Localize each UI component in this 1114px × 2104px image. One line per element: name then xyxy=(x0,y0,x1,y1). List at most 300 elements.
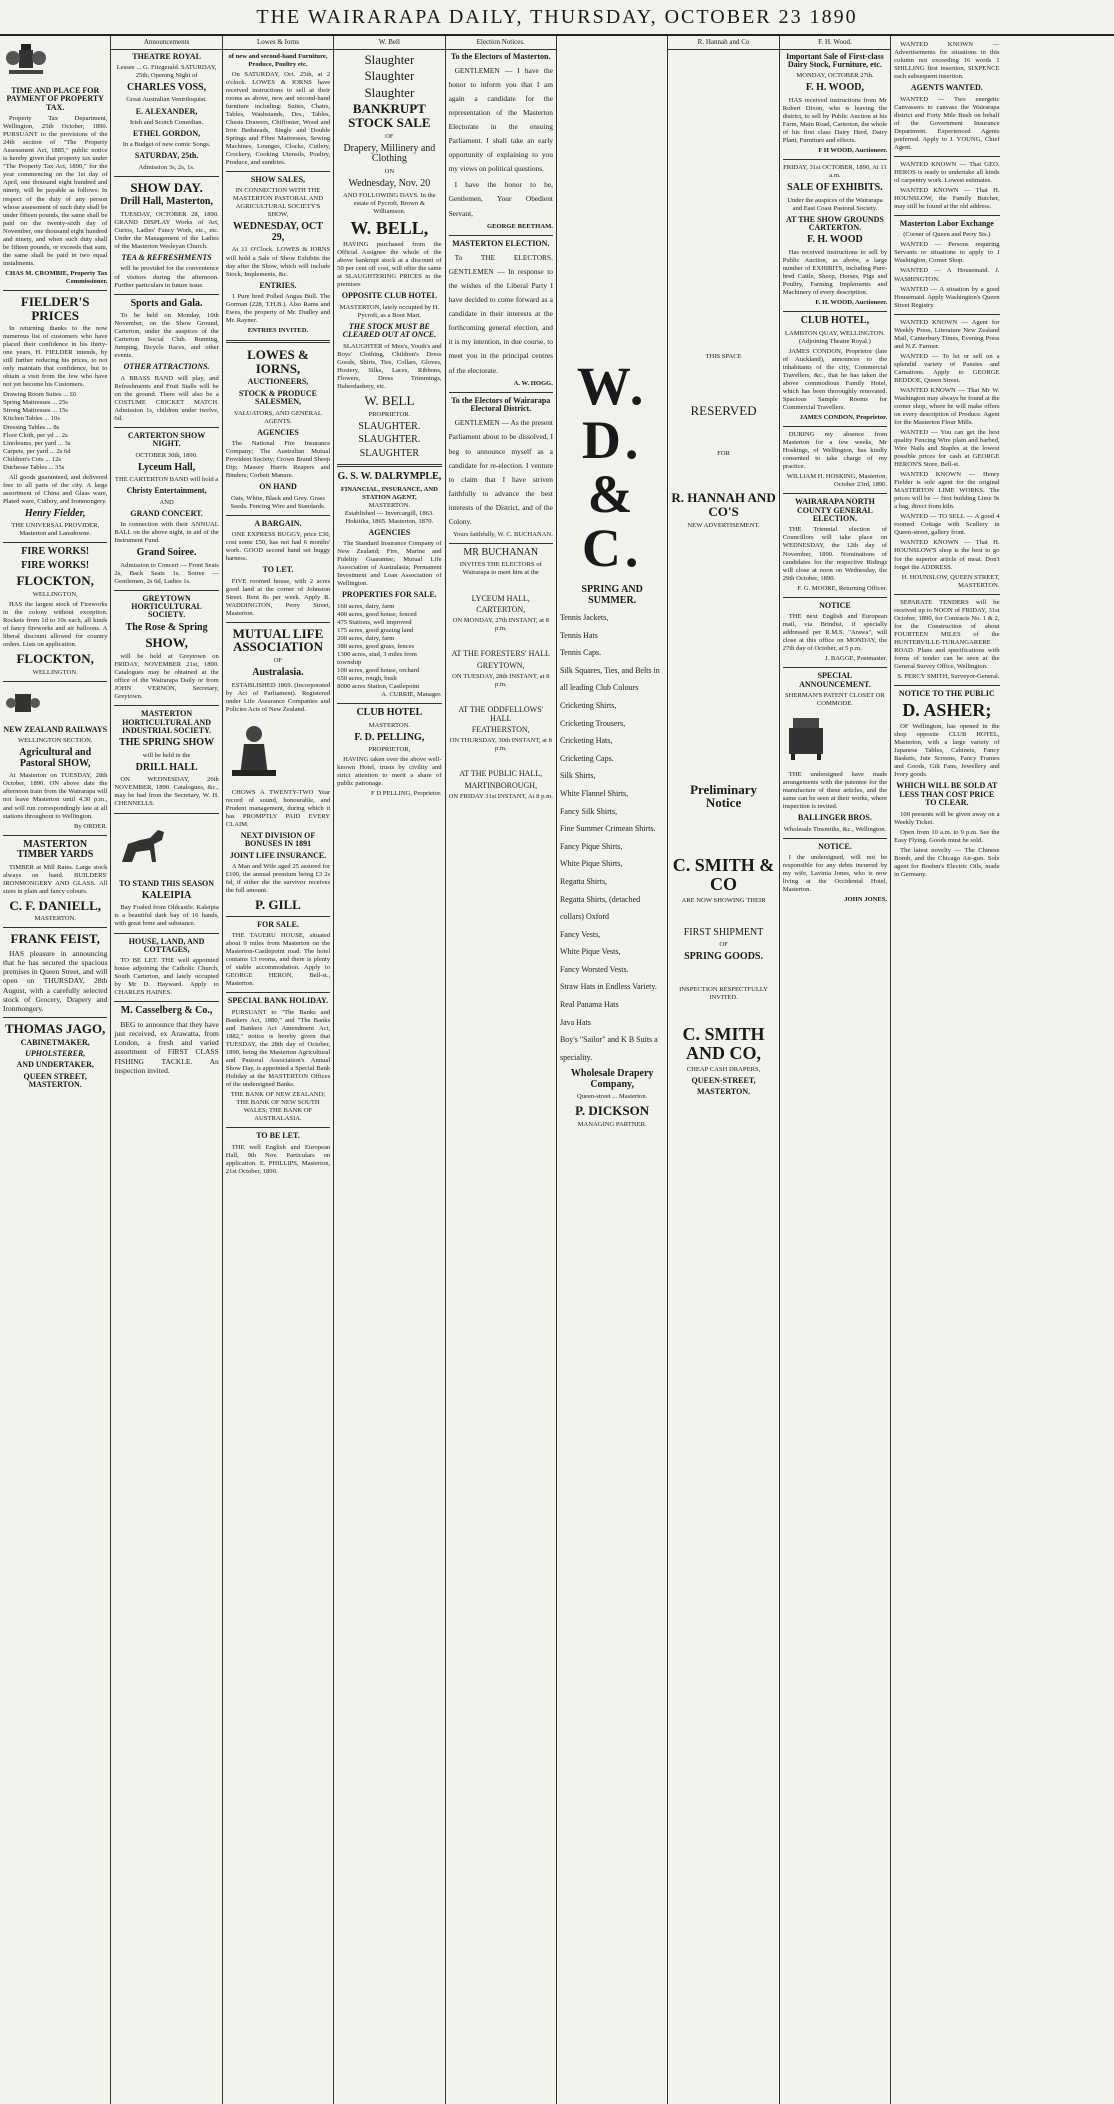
price-item: Drawing Room Suites ... £6 xyxy=(3,391,77,399)
featherston-date: ON THURSDAY, 30th INSTANT, at 8 p.m. xyxy=(449,737,552,753)
grand-concert-text: In connection with their ANNUAL BALL on the above night, in aid of the Instrument Fund. xyxy=(114,520,219,545)
property-item: 400 acres, good house, fenced xyxy=(337,610,417,618)
column-header: Announcements xyxy=(111,36,221,50)
wdc-item: Fancy Pique Shirts, xyxy=(559,841,623,851)
now-showing-text: ARE NOW SHOWING THEIR xyxy=(681,896,766,904)
smith-signature: S. PERCY SMITH, Surveyor-General. xyxy=(897,672,1000,680)
dalrymple-city: MASTERTON. xyxy=(368,501,411,509)
entries-text: 1 Pure bred Polled Angus Bull. The Gorman (228, T.H.B.). Also Rams and Ewes, the property of Mr. Dudley and Mr. Rayner. xyxy=(225,293,331,325)
property-item: 160 acres, dairy, farm xyxy=(337,602,395,610)
spring-show-text: ON WEDNESDAY, 26th NOVEMBER, 1890. Catalogues, &c., may be had from the Secretary, W. H. CHENNELLS. xyxy=(114,776,219,808)
new-advertisement-label: NEW ADVERTISEMENT. xyxy=(687,521,760,529)
wdc-item: Cricketing Hats, xyxy=(559,736,613,746)
agencies-heading: AGENCIES xyxy=(257,427,299,437)
railways-section: WELLINGTON SECTION. xyxy=(17,737,93,745)
flockton-city-2: WELLINGTON. xyxy=(32,668,78,676)
to-let-heading: TO LET. xyxy=(262,565,294,575)
frank-feist-heading: FRANK FEIST, xyxy=(10,931,100,947)
tea-refreshments-heading: TEA & REFRESHMENTS xyxy=(121,253,212,263)
lowes-sale-text: On SATURDAY, Oct. 25th, at 2 o'clock. LOWES & IORNS have received instructions to sell at their rooms as above, new and second-hand furniture including: Suites, Chairs, Tables, Washstands, Drs., Tables, Chests Drawers, Chiffonier, Wood and Iron Bedsteads, Single and Double Springs and Fibre Mattresses, Sewing Machines, Lounges, Clocks, Cutlery, Crockery, Cooking Utensils, Poultry, Produce, and sundries. xyxy=(225,70,331,166)
sale-of-exhibits-heading: SALE OF EXHIBITS. xyxy=(787,182,883,194)
bargain-text: ONE EXPRESS BUGGY, price £30, cost some £50, has not had 6 months' work. GOOD second hand set buggy harness. xyxy=(225,531,331,563)
wdc-item: Fine Summer Crimean Shirts. xyxy=(559,824,656,834)
condon-signature: JAMES CONDON, Proprietor. xyxy=(799,414,888,421)
wairarapa-electors-heading: To the Electors of Wairarapa Electoral District. xyxy=(451,395,551,414)
preliminary-notice-heading: Preliminary Notice xyxy=(690,781,757,811)
lyceum-hall: LYCEUM HALL, xyxy=(471,593,530,603)
bagge-signature: J. BAGGE, Postmaster. xyxy=(825,655,888,663)
fielders-stock-text: All goods guaranteed, and delivered free to all parts of the city. A large assortment of China and Glass ware, Plated ware, Cutlery, and Ironmongery. xyxy=(3,473,108,505)
drill-hall-heading-2: DRILL HALL xyxy=(135,761,198,773)
property-item: 200 acres, dairy, farm xyxy=(337,634,395,642)
wdc-item: Cricketing Trousers, xyxy=(559,718,626,728)
carterton-label: CARTERTON, xyxy=(476,604,526,614)
to-let-text: FIVE roomed house, with 2 acres good land at the corner of Johnston Street. Rent 8s per week. Apply R. WADDINGTON, Perry Street, Masterton. xyxy=(225,577,331,617)
masterton-label: MASTERTON. xyxy=(696,1086,751,1096)
kaleipia-heading: KALEIPIA xyxy=(141,889,192,901)
opposite-club-hotel: OPPOSITE CLUB HOTEL xyxy=(341,291,437,301)
spring-show-heading: THE SPRING SHOW xyxy=(119,737,215,749)
to-stand-heading: TO STAND THIS SEASON xyxy=(119,878,215,888)
fh-wood-heading: F. H. WOOD, xyxy=(805,82,864,94)
ethel-gordon-heading: ETHEL GORDON, xyxy=(133,128,201,138)
tenders-text: SEPARATE TENDERS will be received up to NOON of FRIDAY, 31st October, 1890, for Contracts No. 1 & 2, for the Construction of about FOURTEEN MILES of the HUNTERVILLE-TURANGARERE ROAD. Plans and specifications with forms of tender can be seen at the General Survey Office, Wellington. xyxy=(894,598,1000,670)
price-item: Duchesse Tables ... 35s xyxy=(3,463,65,471)
banks-signature: THE BANK OF NEW ZEALAND; THE BANK OF NEW SOUTH WALES; THE BANK OF AUSTRALASIA. xyxy=(230,1091,326,1123)
entries-invited: ENTRIES INVITED. xyxy=(247,327,309,335)
beetham-heading: To the Electors of Masterton. xyxy=(451,51,551,61)
reserved-heading: RESERVED xyxy=(690,402,757,418)
price-item: Kitchen Tables ... 10s xyxy=(3,415,60,423)
wdc-item: Straw Hats in Endless Variety. xyxy=(559,982,657,992)
spring-summer-heading: SPRING AND SUMMER. xyxy=(581,584,643,606)
lowes-iorns-heading: LOWES & IORNS, xyxy=(247,347,309,376)
wanted-heros: WANTED KNOWN — That GEO. HEROS is ready to undertake all kinds of carpentry work. Lowest estimates. xyxy=(894,160,1000,184)
foresters-hall: AT THE FORESTERS' HALL xyxy=(451,649,550,659)
lowes-intro: of new and second-hand Furniture, Produce, Poultry etc. xyxy=(228,52,328,68)
column-3 xyxy=(223,36,334,2104)
upholsterer-label: UPHOLSTERER, xyxy=(25,1049,86,1059)
buchanan-signature: Yours faithfully, W. C. BUCHANAN. xyxy=(452,530,553,538)
railways-signature: By ORDER. xyxy=(74,822,108,830)
sports-gala-heading: Sports and Gala. xyxy=(130,297,203,309)
notice-to-public-heading: NOTICE TO THE PUBLIC xyxy=(898,688,995,698)
wdc-item: Regatta Shirts, xyxy=(559,876,608,886)
properties-signature: A. CURRIE, Manager. xyxy=(381,691,442,699)
moore-signature: F. G. MOORE, Returning Officer. xyxy=(797,584,888,592)
price-item: Spring Mattresses ... 25s xyxy=(3,399,68,407)
of-text: OF xyxy=(385,132,394,140)
notice-heading-2: NOTICE. xyxy=(818,841,852,851)
auctioneers-heading: AUCTIONEERS, xyxy=(247,377,309,387)
price-item: Children's Cots ... 12s xyxy=(3,455,61,463)
column-7 xyxy=(668,36,779,2104)
p-gill-heading: P. GILL xyxy=(255,897,301,913)
show-grounds-heading: AT THE SHOW GROUNDS CARTERTON. xyxy=(785,214,884,233)
fh-wood-signature-2: F. H. WOOD, Auctioneer. xyxy=(815,299,888,307)
railway-crest-icon xyxy=(3,690,43,716)
wanted-servants: WANTED — Persons requiring Servants or situations to apply to J Washington, Corner Shop. xyxy=(894,241,1000,265)
wdc-item: Fancy Silk Shirts, xyxy=(559,806,618,816)
carterton-date: OCTOBER 30th, 1890. xyxy=(135,451,198,459)
column-2 xyxy=(111,36,222,2104)
column-header: R. Hannah and Co xyxy=(668,36,778,50)
joint-life-text: A Man and Wife aged 25 assured for £100, the annual premium being £3 2s 6d, if either die the survivor receives the full amount. xyxy=(225,863,331,895)
wdc-item: Cricketing Caps. xyxy=(559,753,614,763)
price-item: Strong Mattresses ... 15s xyxy=(3,407,68,415)
boot-mart-text: MASTERTON, lately occupied by H. Pycroft, as a Boot Mart. xyxy=(339,303,440,319)
and-text: AND xyxy=(159,498,174,506)
greytown-society-heading: GREYTOWN HORTICULTURAL SOCIETY. xyxy=(131,593,202,620)
hogg-text: To THE ELECTORS. GENTLEMEN — In response to the wishes of the Liberal Party I have decided to come forward as a candidate in their interests at the forthcoming general election, and it is my intention, in due course, to meet you in the principal centres of the electorate. xyxy=(448,253,553,375)
c-smith-heading: C. SMITH & CO xyxy=(672,854,775,894)
fireworks-heading-1: FIRE WORKS! xyxy=(21,546,90,558)
tea-refreshments-text: will be provided for the convenience of visitors during the afternoon. Further particulars in future issue. xyxy=(114,265,219,289)
grand-soiree-heading: Grand Soiree. xyxy=(136,547,197,559)
martinborough-date: ON FRIDAY 31st INSTANT, At 8 p.m. xyxy=(448,793,553,801)
wednesday-oct-heading: WEDNESDAY, OCT 29, xyxy=(233,221,323,243)
lyceum-hall-heading: Lyceum Hall, xyxy=(137,461,196,473)
p-dickson-heading: P. DICKSON xyxy=(575,1103,650,1119)
dalrymple-agencies-text: The Standard Insurance Company of New Zealand; Fire, Marine and Fidelity Guarantee; Mutual Life Association of Australasia; Permanent Investment and Loan Association of Wellington. xyxy=(337,540,442,588)
of-text: OF xyxy=(719,941,728,949)
mutual-life-emblem-icon xyxy=(226,720,282,780)
property-tax-notice: Property Tax Department, Wellington, 25th October, 1890. PURSUANT to the provisions of the 24th section of "The Property Assessment Act, 1885," public notice is hereby given that property tax under "The Property Tax Act, 1890," for the year commencing on the 1st day of April, one thousand eight hundred and ninety, will be payable as follows: In respect of the duty of any person whose assessment of such duty shall be under fifteen pounds, the same shall be paid on the twenty-sixth day of November, one thousand eight hundred and ninety, and when such duty shall be fifteen pounds, or exceeds that sum, the same shall be paid in two equal instalments. xyxy=(3,115,108,267)
fireworks-heading-2: FIRE WORKS! xyxy=(21,559,90,571)
column-4 xyxy=(334,36,445,2104)
featherston-label: FEATHERSTON, xyxy=(471,724,530,734)
slaughter-list-text: SLAUGHTER of Men's, Youth's and Boys' Clothing, Children's Dress Goods, Shirts, Ties, Collars, Gloves, Hosiery, Silks, Laces, Ribbons, Flowers, Dress Trimmings, Haberdashery, etc. xyxy=(337,342,442,390)
column-9 xyxy=(891,36,1002,2104)
wdc-item: White Pique Vests, xyxy=(559,947,621,957)
price-item: Carpets, per yard ... 2s 6d xyxy=(3,447,71,455)
public-hall: AT THE PUBLIC HALL, xyxy=(459,769,543,779)
masthead-title: THE WAIRARAPA DAILY, THURSDAY, OCTOBER 23 1890 xyxy=(256,5,858,28)
sold-less-than-cost: WHICH WILL BE SOLD AT LESS THAN COST PRICE TO CLEAR. xyxy=(896,781,998,808)
fielders-prices-heading: FIELDER'S PRICES xyxy=(20,293,90,323)
charles-voss-heading: CHARLES VOSS, xyxy=(127,81,207,93)
sports-gala-text: To be held on Monday, 10th November, on the Show Ground, Carterton, under the auspices of the Carterton Social Club. Running, Jumping, Bicycle Races, and other events. xyxy=(114,312,219,360)
c-smith-and-co-heading: C. SMITH AND CO, xyxy=(682,1023,765,1063)
wholesale-address: Queen-street ... Masterton. xyxy=(576,1093,648,1101)
managing-partner: MANAGING PARTNER. xyxy=(577,1121,647,1129)
wdc-item: White Pique Shirts, xyxy=(559,859,623,869)
column-header: W. Bell xyxy=(334,36,444,50)
mutual-life-heading: MUTUAL LIFE ASSOCIATION xyxy=(232,625,324,655)
queen-street-label: QUEEN-STREET, xyxy=(691,1075,756,1085)
australasia-heading: Australasia. xyxy=(252,667,304,679)
wdc-item: Tennis Jackets, xyxy=(559,613,609,622)
beetham-signature: GEORGE BEETHAM. xyxy=(487,222,553,230)
to-be-let-heading: TO BE LET. xyxy=(256,1131,300,1141)
property-item: 475 Stations, well improved xyxy=(337,618,412,626)
railways-heading: NEW ZEALAND RAILWAYS xyxy=(3,724,108,734)
wanted-cottage: WANTED — TO SELL — A good 4 roomed Cottage with Scullery in Queen-street, gallery front. xyxy=(894,513,1000,537)
daniell-city: MASTERTON. xyxy=(34,915,76,923)
hosking-text: DURING my absence from Masterton for a few weeks, Mr Hoskings, of Wellington, has kindly consented to take charge of my practice. xyxy=(782,431,888,471)
column-1 xyxy=(0,36,111,2104)
wanted-lime-works: WANTED KNOWN — Henry Fielder is sole agent for the original MASTERTON LIME WORKS. The prices will be — first building Lime 9s a bag, direct from kiln. xyxy=(894,471,1000,511)
theatre-royal-heading: THEATRE ROYAL xyxy=(132,51,201,61)
properties-list xyxy=(337,603,441,691)
property-item: 175 acres, good grazing land xyxy=(337,626,414,634)
price-item: Linoleums, per yard ... 3s xyxy=(3,439,71,447)
to-be-let-text: THE well English and European Hall, 9th Nov. Particulars on application. E. PHILLIPS, Masterton, 21st October, 1890. xyxy=(225,1143,331,1175)
alexander-heading: E. ALEXANDER, xyxy=(135,106,198,116)
casselberg-text: BEG to announce that they have just received, ex Arawatta, from London, a fresh and varied assortment of FIRST CLASS FISHING TACKLE. An inspection invited. xyxy=(114,1019,219,1075)
inspection-text: INSPECTION RESPECTFULLY INVITED. xyxy=(679,985,768,1001)
dairy-sale-heading: Important Sale of First-class Dairy Stock, Furniture, etc. xyxy=(786,51,884,69)
jago-address: QUEEN STREET, MASTERTON. xyxy=(23,1071,87,1090)
spring-goods-heading: SPRING GOODS. xyxy=(684,951,763,963)
frank-feist-text: HAS pleasure in announcing that he has secured the spacious premises in Queen Street, and will open on THURSDAY, 28th August, with a carefully selected stock of Grocery, Drapery and Ironmongery. xyxy=(3,949,108,1013)
wdc-item: White Flannel Shirts, xyxy=(559,788,629,798)
greytown-label: GREYTOWN, xyxy=(476,660,525,670)
show-sales-sub: IN CONNECTION WITH THE MASTERTON PASTORAL AND AGRICULTURAL SOCIETY'S SHOW, xyxy=(232,187,324,219)
club-hotel-address: LAMBTON QUAY, WELLINGTON. (Adjoining Theatre Royal.) xyxy=(784,329,885,345)
bankrupt-stock-heading: BANKRUPT STOCK SALE xyxy=(348,101,431,131)
invites-electors-text: INVITES THE ELECTORS of Wairarapa to meet him at the xyxy=(459,561,542,577)
wdc-item: Real Panama Hats xyxy=(559,1000,619,1010)
wanted-housemaid: WANTED — A Housemaid. J. WASHINGTON. xyxy=(894,267,1000,283)
w-bell-text: HAVING purchased from the Official Assignee the whole of the above bankrupt stock at a discount of 50 per cent off cost, will offer the same at SLAUGHTERING PRICES in the premises xyxy=(337,241,442,289)
bank-holiday-heading: SPECIAL BANK HOLIDAY. xyxy=(227,996,329,1006)
county-election-text: THE Triennial election of Councillors will take place on WEDNESDAY, the 12th day of November, 1890. Nominations of candidates for the respective Ridings will close at noon on Wednesday, the 29th October, 1890. xyxy=(782,526,888,582)
wanted-hounslow: WANTED KNOWN — That H. HOUNSLOW, the Family Butcher, may still be found at the old address. xyxy=(894,186,1000,210)
beetham-text: GENTLEMEN — I have the honor to inform you that I am again a candidate for the representation of the Masterton Electorate in the ensuing Parliament. I shall take an early opportunity of explaining to you my views on political questions. xyxy=(448,65,553,174)
martinborough-label: MARTINBOROUGH, xyxy=(464,780,538,790)
properties-heading: PROPERTIES FOR SALE. xyxy=(342,590,437,600)
wanted-agent: WANTED KNOWN — Agent for Weekly Press, Literature New Zealand Mail, Canterbury Times, Evening Press and N.Z. Farmer. xyxy=(894,318,1000,350)
price-item: Floor Cloth, per yd ... 2s xyxy=(3,431,68,439)
theatre-royal-text: Lessee ... G. Fitzgerald. SATURDAY, 25th; Opening Night of xyxy=(116,63,217,79)
column-6 xyxy=(557,36,668,2104)
slaughter-6: SLAUGHTER xyxy=(359,447,420,459)
fh-wood-heading-2: F. H. WOOD xyxy=(807,234,863,246)
saturday-heading: SATURDAY, 25th. xyxy=(134,151,199,161)
ballinger-heading: BALLINGER BROS. xyxy=(798,813,872,823)
wdc-item: Java Hats xyxy=(559,1017,591,1027)
d-asher-heading: D. ASHER; xyxy=(902,700,992,721)
alexander-desc: Irish and Scotch Comedian. xyxy=(129,118,204,126)
mail-notice-text: THE next English and European mail, via Brindisi, if specially addressed per R.M.S. "Arawa", will close at this office on MONDAY, the 27th day of October, at 5 p.m. xyxy=(782,613,888,653)
proprietor-label: PROPRIETOR. xyxy=(368,410,411,418)
pelling-proprietor: PROPRIETOR, xyxy=(368,746,411,754)
dalrymple-agencies-heading: AGENCIES xyxy=(368,527,411,537)
other-attractions-text: A BRASS BAND will play, and Refreshments and Fruit Stalls will be on the ground. There will also be a COSTUME CRICKET MATCH. Admission 1s, children under twelve, 6d. xyxy=(114,374,219,422)
daniell-heading: C. F. DANIELL, xyxy=(9,897,101,913)
admission-text: Admission 3s, 2s, 1s. xyxy=(138,163,195,171)
carterton-date: ON MONDAY, 27th INSTANT, at 8 p.m. xyxy=(452,617,549,633)
masthead xyxy=(0,0,1114,36)
house-land-text: TO BE LET. THE well appointed house adjoining the Catholic Church, South Carterton, and lately occupied by Mr D. Hayward. Apply to CHARLES HAINES. xyxy=(114,957,219,997)
undertaker-label: AND UNDERTAKER, xyxy=(16,1060,94,1070)
columns xyxy=(0,36,1114,2104)
club-hotel-heading: CLUB HOTEL xyxy=(356,707,423,719)
column-5 xyxy=(446,36,557,2104)
dalrymple-established: Established — Invercargill, 1863. Hokitika, 1865. Masterton, 1870. xyxy=(344,509,434,525)
pelling-text: HAVING taken over the above well-known Hotel, trusts by civility and strict attention to merit a share of public patronage. xyxy=(337,756,442,788)
henry-fielder-name: Henry Fielder, xyxy=(24,507,86,519)
wanted-fencing-wire: WANTED — You can get the best quality Fencing Wire plain and barbed, Wire Nails and Staples at the lowest possible prices for cash at GEORGE HERON'S Store, Bell-st. xyxy=(894,429,1000,469)
for-label: FOR xyxy=(717,450,730,458)
wanted-pansies: WANTED — To let or sell on a splendid variety of Pansies and Carnations. Apply to GEORGE BEDDOE, Queen Street. xyxy=(894,352,1000,384)
wanted-situation: WANTED — A situation by a good Housemaid. Apply Washington's Queen Street Registry. xyxy=(894,285,1000,309)
joint-life-heading: JOINT LIFE INSURANCE. xyxy=(229,850,327,860)
asher-text: OF Wellington, has opened in the shop opposite CLUB HOTEL, Masterton, with a large variety of Japanese Tables, Cabinets, Fancy Baskets, Jute Screens, Fancy Frames and Goods, Gilt Fans, Jewellery and Ivory goods. xyxy=(894,723,1000,779)
wdc-item: Cricketing Shirts, xyxy=(559,700,617,710)
wanted-washington: WANTED KNOWN — That Mr W. Washington may always be found at the corner shop, where he will make offers on every description of Produce. Agent for the Masterton Flour Mills. xyxy=(894,386,1000,426)
on-hand-heading: ON HAND xyxy=(259,482,297,492)
property-item: 100 acres, good house, orchard xyxy=(337,666,420,674)
slaughter-2: Slaughter xyxy=(364,68,415,84)
wanted-known-rates: WANTED KNOWN — Advertisements for situations in this column not exceeding 16 words 1 SHILLING first insertion, SIXPENCE each subsequent insertion. xyxy=(894,41,1000,81)
labor-exchange-heading: Masterton Labor Exchange xyxy=(899,218,994,228)
stock-produce-heading: STOCK & PRODUCE SALESMEN, xyxy=(238,388,318,407)
hosking-signature: WILLIAM H. HOSKING, Masterton, October 23rd, 1890. xyxy=(786,473,888,489)
show-big-heading: SHOW, xyxy=(145,635,188,651)
labor-exchange-address: (Corner of Queen and Perry Sts.) xyxy=(903,231,991,239)
property-tax-heading: TIME AND PLACE FOR PAYMENT OF PROPERTY TAX. xyxy=(6,86,104,112)
stock-cleared-heading: THE STOCK MUST BE CLEARED OUT AT ONCE. xyxy=(342,321,437,340)
wanted-hounslow-meat: WANTED KNOWN — That H. HOUNSLOW'S shop is the best to go for the superior article of meat. Don't forget the ADDRESS. xyxy=(894,539,1000,571)
greytown-date: ON TUESDAY, 28th INSTANT, at 8 p.m. xyxy=(452,673,550,689)
other-attractions-heading: OTHER ATTRACTIONS. xyxy=(123,362,210,372)
casselberg-heading: M. Casselberg & Co., xyxy=(120,1005,213,1017)
show-sales-text: At 11 O'Clock. LOWES & IORNS will hold a Sale of Show Exhibits the day after the Show, which will include Stock, Implements, &c. xyxy=(225,246,331,278)
ethel-gordon-desc: In a Budget of new comic Songs. xyxy=(122,141,211,149)
rose-spring-heading: The Rose & Spring xyxy=(125,621,208,633)
pelling-heading: F. D. PELLING, xyxy=(354,731,425,743)
wdc-item: Fancy Worsted Vests. xyxy=(559,964,629,974)
charles-voss-desc: Great Australian Ventriloquist. xyxy=(126,96,207,104)
club-hotel-text: JAMES CONDON, Proprietor (late of Auckland), announces to the inhabitants of the city, Commercial Travellers, &c., that he has taken the above commodious Family Hotel, which has been thoroughly renovated. Spacious Sample Rooms for Commercial Travellers. xyxy=(782,347,888,411)
kaleipia-text: Bay Foaled from Oldcastle. Kaleipia is a beautiful dark bay of 16 hands, with great bone and substance. xyxy=(114,904,219,928)
w-bell-heading: W. BELL, xyxy=(350,218,429,239)
property-item: 380 acres, good grass, fences xyxy=(337,642,415,650)
w-bell-heading-2: W. BELL xyxy=(364,392,415,408)
valuators-text: VALUATORS, AND GENERAL AGENTS. xyxy=(234,409,322,425)
exhibits-auspices: Under the auspices of the Wairarapa and East Coast Pastoral Society. xyxy=(787,196,883,212)
masterton-horticultural-heading: MASTERTON HORTICULTURAL AND INDUSTRIAL SOCIETY. xyxy=(122,709,212,735)
first-shipment-heading: FIRST SHIPMENT xyxy=(683,926,764,938)
column-header: Election Notices. xyxy=(446,36,556,50)
club-hotel-city: MASTERTON. xyxy=(368,721,411,729)
thomas-jago-heading: THOMAS JAGO, xyxy=(4,1021,106,1037)
agents-wanted-text: WANTED — Two energetic Canvassers to canvass the Wairarapa district and Forty Mile Bush on behalf of the Government Insurance Department. Experienced Agents preferred. Apply to J. YOUNG, Chief Agent. xyxy=(894,95,1000,151)
christy-heading: Christy Entertainment, xyxy=(126,486,207,496)
wdc-items xyxy=(560,609,664,1066)
county-election-heading: WAIRARAPA NORTH COUNTY GENERAL ELECTION. xyxy=(795,497,875,524)
pelling-signature: F D PELLING, Proprietor. xyxy=(371,790,442,798)
flockton-heading: FLOCKTON, xyxy=(16,573,94,589)
agents-wanted-heading: AGENTS WANTED. xyxy=(910,83,983,93)
wdc-item: Fancy Vests, xyxy=(559,929,601,939)
carterton-band-text: THE CARTERTON BAND will hold a xyxy=(114,476,219,484)
of-text: OF xyxy=(273,657,283,665)
jones-signature: JOHN JONES. xyxy=(844,896,888,904)
horse-icon xyxy=(114,822,174,870)
wdc-item: Tennis Hats xyxy=(559,630,598,640)
oddfellows-hall: AT THE ODDFELLOWS' HALL xyxy=(458,705,544,723)
column-header: Lowes & Iorns xyxy=(223,36,333,50)
drill-hall-text: TUESDAY, OCTOBER 28, 1890. GRAND DISPLAY Works of Art, Curios, Ladies' Fancy Work, etc., etc. Under the Management of the Ladies of the Masterton Wesleyan Church. xyxy=(114,210,219,251)
masterton-election-heading: MASTERTON ELECTION. xyxy=(452,238,550,248)
carterton-show-night-heading: CARTERTON SHOW NIGHT. xyxy=(127,430,206,449)
slaughter-4: SLAUGHTER. xyxy=(358,420,421,432)
exhibits-date: FRIDAY, 31st OCTOBER, 1890, At 11 a.m. xyxy=(783,164,887,180)
column-8 xyxy=(780,36,891,2104)
mutual-life-established: ESTABLISHED 1869. (Incorporated by Act of Parliament). Registered under Life Assurance Companies and Policies Acts of New Zealand. xyxy=(225,681,331,713)
royal-crest-icon xyxy=(3,42,49,78)
on-hand-text: Oats, White, Black and Grey. Grass Seeds. Fencing Wire and Standards. xyxy=(230,494,326,510)
price-item: Dressing Tables ... 8s xyxy=(3,423,60,431)
agencies-text: The National Fire Insurance Company; The Australian Mutual Provident Society; Crown Brand Sheep Dip; Massey Harris Reapers and Binders; Corbett Manure. xyxy=(225,440,331,480)
wednesday-nov-heading: Wednesday, Nov. 20 xyxy=(348,177,431,189)
hannah-heading: R. HANNAH AND CO'S xyxy=(671,490,776,519)
following-days-text: AND FOLLOWING DAYS. In the estate of Pycroft, Brown & Williamson. xyxy=(343,192,436,216)
novelty-text: The latest novelty — The Chinese Bomb, and the Chicago Air-gun. Sole agent for Boehm's Electric Oils, made in Germany. xyxy=(894,846,1000,878)
wdc-item: Regatta Shirts, (detached collars) Oxford xyxy=(559,894,641,922)
show-text: At Masterton on TUESDAY, 28th October, 1890. ON above date the afternoon train from the Wairarapa will not leave Masterton until 4.30 p.m., and will run correspondingly late at all stations throughout to Wellington. xyxy=(3,772,108,820)
slaughter-5: SLAUGHTER. xyxy=(358,434,421,446)
show-day-heading: SHOW DAY. xyxy=(130,179,203,195)
show-sales-heading: SHOW SALES, xyxy=(250,174,306,184)
wdc-item: Silk Squares, Ties, and Belts in all leading Club Colours xyxy=(559,665,660,693)
fielders-prices-text: In returning thanks to the now numerous list of customers who have placed their confidence in his thirty-one years, H. FIELDER intends, by still further reducing his prices, to not only maintain that confidence, but to obtain a visit from the few who have not yet become his Customers. xyxy=(3,325,108,389)
on-text: ON xyxy=(384,167,395,175)
mr-buchanan-heading: MR BUCHANAN xyxy=(463,546,539,558)
club-hotel-heading: CLUB HOTEL, xyxy=(800,315,870,327)
exhibits-text: Has received instructions to sell by Public Auction, as above, a large number of EXHIBITS, including Pure-bred Cattle, Sheep, Horses, Pigs and Poultry, Farming Implements and Machinery of every description. xyxy=(782,248,888,297)
bargain-heading: A BARGAIN. xyxy=(254,518,302,528)
wdc-item: Tennis Caps. xyxy=(559,648,602,658)
dairy-sale-date: MONDAY, OCTOBER 27th. xyxy=(796,72,874,80)
flockton-text: HAS the largest stock of Fireworks in the colony without exception. Rockets from 1d to 10s each, all kinds of fancy fireworks and air balloons. A liberal discount allowed for country orders. Lists on application. xyxy=(3,601,108,649)
rose-show-text: will be held at Greytown on FRIDAY, NOVEMBER 21st, 1890. Catalogues may be obtained at the office of the Wairarapa Daily or from JOHN VERNON, Secretary, Greytown. xyxy=(114,652,219,701)
dalrymple-sub: FINANCIAL, INSURANCE, AND STATION AGENT, xyxy=(340,485,438,501)
drapery-heading: Drapery, Millinery and Clothing xyxy=(343,142,436,165)
henry-fielder-sub: THE UNIVERSAL PROVIDER, Masterton and Lansdowne. xyxy=(11,522,100,538)
this-space-label: THIS SPACE xyxy=(705,352,742,360)
presents-text: 100 presents will be given away on a Weekly Ticket. xyxy=(894,810,1000,826)
wdc-item: Boy's "Sailor" and K B Suits a speciality. xyxy=(559,1035,658,1062)
price-list xyxy=(3,391,107,471)
column-header: F. H. Wood. xyxy=(780,36,890,50)
commode-text: THE undersigned have made arrangements with the patentee for the manufacture of these articles, and the same can be seen at their works, where inspection is invited. xyxy=(782,771,888,811)
commode-icon xyxy=(783,712,829,762)
timber-yards-heading: MASTERTON TIMBER YARDS xyxy=(17,838,94,861)
entries-heading: ENTRIES. xyxy=(259,280,297,290)
held-in-text: will be held in the xyxy=(142,751,191,759)
special-announcement-heading: SPECIAL ANNOUNCEMENT. xyxy=(799,671,871,689)
property-item: 8000 acres Station, Castlepoint xyxy=(337,683,420,690)
cheap-cash-drapers: CHEAP CASH DRAPERS, xyxy=(686,1065,761,1073)
hogg-signature: A. W. HOGG. xyxy=(513,379,553,387)
wdc-item: Silk Shirts, xyxy=(559,771,596,781)
dairy-sale-text: HAS received instructions from Mr Robert Dixon, who is leaving the district, to sell by Public Auction at his Farm, Main Road, Carterton, the whole of his first class Dairy Herd, Dairy Plant, Furniture and effects. xyxy=(782,96,888,144)
slaughter-1: Slaughter xyxy=(364,51,415,67)
jones-notice-text: I the undersigned, will not be responsible for any debts incurred by my wife, Lavinia Jones, who is now living at the Occidental Hotel, Masterton. xyxy=(782,854,888,894)
drill-hall-heading: Drill Hall, Masterton, xyxy=(120,196,213,208)
bonuses-heading: NEXT DIVISION OF BONUSES IN 1891 xyxy=(240,830,316,849)
cabinetmaker-label: CABINETMAKER, xyxy=(20,1037,90,1047)
property-item: 650 acres, rough, bush xyxy=(337,674,397,682)
flockton-city: WELLINGTON, xyxy=(32,591,78,599)
wdc-logo-text: W. D. & C. xyxy=(576,356,648,578)
property-tax-signature: CHAS M. CROMBIE, Property Tax Commissioner. xyxy=(5,269,108,285)
timber-yards-text: TIMBER at Mill Rates. Large stock always on hand. BUILDERS' IRONMONGERY AND GLASS. All sizes in plain and fancy colours. xyxy=(3,863,108,895)
